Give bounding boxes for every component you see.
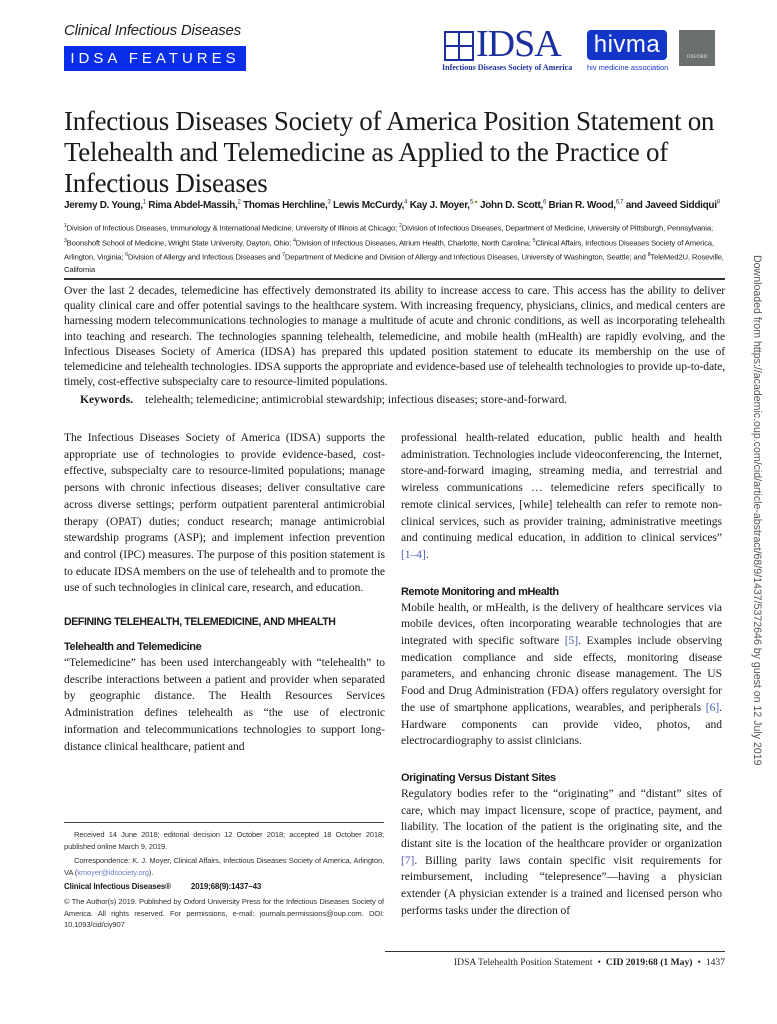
received-dates: Received 14 June 2018; editorial decision 12 October 2018; accepted 18 October 2018; published online March 9, 2019.	[64, 830, 384, 851]
journal-name: Clinical Infectious Diseases	[64, 22, 241, 39]
citation-line: Clinical Infectious Diseases® 2019;68(9):1437–43	[64, 882, 262, 892]
body-paragraph: Regulatory bodies refer to the “originating” and “distant” sites of care, which may impact licensure, scope of practice, payment, and liability. The location of the patient is the originating site, and the distant site is the location of the healthcare provider or organization [7]. Billing parity laws contain specific visit requirements for reimbursement, including “telepresence”—having a physician extender (A physician extender is a trained and licensed person who performs tasks under the direction of	[401, 786, 722, 917]
citation-link[interactable]: [5]	[564, 634, 579, 648]
author-list	[64, 200, 724, 211]
oxford-logo[interactable]	[679, 30, 715, 66]
keywords	[80, 392, 720, 407]
idsa-logo-subtitle: Infectious Diseases Society of America	[442, 63, 573, 72]
author[interactable]: Brian R. Wood,$^{6,7}$	[548, 200, 624, 212]
footnotes	[64, 829, 384, 934]
author[interactable]: John D. Scott,$^6$	[479, 200, 547, 212]
idsa-emblem-icon	[444, 31, 474, 61]
author[interactable]: Jeremy D. Young,$^1$	[64, 200, 146, 212]
affiliations: $^1$Division of Infectious Diseases, Immunology & International Medicine, University of Illinois at Chicago; $^2$Division of Infectious Diseases, Department of Medicine, University of Pittsburgh, Pennsylvania; $^3$Boonshoft School of Medicine, Wright State University, Dayton, Ohio; $^4$Division of Infectious Diseases, Atrium Health, Charlotte, North Carolina; $^5$Clinical Affairs, Infectious Diseases Society of America, Arlington, Virginia; $^6$Division of Allergy and Infectious Diseases and $^7$Department of Medicine and Division of Allergy and Infectious Diseases, University of Washington, Seattle; and $^8$TeleMed2U, Roseville, California	[64, 223, 724, 274]
running-footer	[380, 957, 725, 968]
section-heading: DEFINING TELEHEALTH, TELEMEDICINE, AND MHEALTH	[64, 616, 336, 629]
author[interactable]: Kay J. Moyer,$^{5,●}$	[409, 200, 478, 212]
subsection-heading: Telehealth and Telemedicine	[64, 641, 202, 654]
footer-short-title: IDSA Telehealth Position Statement	[453, 957, 593, 968]
oxford-logo-word: OXFORD	[686, 55, 708, 60]
download-notice	[749, 255, 763, 815]
citation-link[interactable]: [6]	[705, 700, 720, 714]
hivma-logo-word: hivma	[587, 30, 667, 60]
footer-journal-issue: CID 2019:68 (1 May)	[605, 957, 693, 968]
body-paragraph: Mobile health, or mHealth, is the delivery of healthcare services via mobile devices, often incorporating wearable technologies that are integrated with specific software [5]. Examples include observing medication compliance and side effects, monitoring disease parameters, and enhancing chronic disease management. The US Food and Drug Administration (FDA) offers regulatory oversight for the use of smartphone applications, wearables, and peripherals [6]. Hardware components can provide video, photos, and electrocardiography to assist clinicians.	[401, 600, 722, 748]
body-paragraph: professional health-related education, public health and health administration. Technologies include videoconferencing, the Internet, store-and-forward imaging, streaming media, and terrestrial and wireless communications … telemedicine refers specifically to remote clinical services, [while] telehealth can refer to remote non-clinical services, such as provider training, administrative meetings and continuing medical education, in addition to clinical services” [1–4].	[401, 431, 722, 561]
correspondence: Correspondence: K. J. Moyer, Clinical Affairs, Infectious Diseases Society of America, Arlington, VA (kmoyer@idsociety.org).	[64, 856, 384, 877]
author[interactable]: Rima Abdel-Massih,$^2$	[148, 200, 241, 212]
footnote-divider	[64, 822, 384, 823]
citation-link[interactable]: [1–4]	[401, 547, 426, 561]
right-column	[401, 430, 722, 920]
author[interactable]: and Javeed Siddiqui$^8$	[625, 200, 720, 212]
hivma-logo-subtitle: hiv medicine association	[587, 63, 669, 72]
page-number: 1437	[705, 957, 725, 968]
keywords-list: telehealth; telemedicine; antimicrobial stewardship; infectious diseases; store-and-forward.	[145, 393, 568, 406]
subsection-heading: Originating Versus Distant Sites	[401, 771, 556, 784]
correspondence-email-link[interactable]: kmoyer@idsociety.org	[77, 867, 149, 877]
download-notice-text: Downloaded from https://academic.oup.com/cid/article-abstract/68/9/1437/5372646 by guest on 12 July 2019	[751, 255, 763, 766]
abstract-divider	[64, 278, 725, 280]
footer-separator: •	[597, 957, 601, 968]
author[interactable]: Lewis McCurdy,$^4$	[332, 200, 408, 212]
author[interactable]: Thomas Herchline,$^3$	[243, 200, 331, 212]
footer-divider	[385, 951, 725, 952]
idsa-logo[interactable]	[440, 23, 592, 74]
left-column	[64, 430, 385, 755]
section-banner: IDSA FEATURES	[64, 46, 246, 71]
idsa-logo-word: IDSA	[476, 23, 561, 65]
subsection-heading: Remote Monitoring and mHealth	[401, 585, 559, 598]
abstract: Over the last 2 decades, telemedicine has effectively demonstrated its ability to increase access to care. This access has the ability to deliver quality clinical care and offer potential savings to the healthcare system. With increasing frequency, physicians, clinics, and medical centers are harnessing modern telecommunications technologies to manage a multitude of acute and chronic conditions, as well as incorporating telehealth into teaching and research. The technologies spanning telehealth, telemedicine, and mobile health (mHealth) are rapidly evolving, and the Infectious Diseases Society of America (IDSA) has prepared this updated position statement to educate its membership on the use of telemedicine and telehealth technologies. IDSA supports the appropriate and evidence-based use of telehealth technologies to provide up-to-date, timely, cost-effective subspecialty care to resource-limited populations.	[64, 284, 725, 389]
copyright: © The Author(s) 2019. Published by Oxford University Press for the Infectious Diseases Society of America. All rights reserved. For permissions, e-mail: journals.permissions@oup.com. DOI: 10.1093/cid/ciy907	[64, 896, 384, 930]
body-paragraph: “Telemedicine” has been used interchangeably with “telehealth” to describe interactions between a patient and provider when separated by geographic distance. The Health Resources Services Administration defines telehealth as “the use of electronic information and telecommunications technologies to support long-distance clinical healthcare, patient and	[64, 656, 385, 753]
footer-separator: •	[697, 957, 701, 968]
hivma-logo[interactable]	[587, 30, 667, 74]
citation-link[interactable]: [7]	[401, 853, 415, 867]
article-title: Infectious Diseases Society of America Position Statement on Telehealth and Telemedicine as Applied to the Practice of Infectious Diseases	[64, 106, 715, 198]
orcid-icon[interactable]: ●	[474, 200, 478, 206]
keywords-label: Keywords.	[80, 393, 134, 406]
intro-paragraph: The Infectious Diseases Society of America (IDSA) supports the appropriate use of technologies to provide evidence-based, cost-effective, subspecialty care to resource-limited populations; manage persons with chronic infectious diseases; deliver consultative care across diverse settings; perform outpatient parenteral antimicrobial therapy (OPAT) duties; conduct research; manage antimicrobial stewardship programs (ASP); and implement infection prevention and control (IPC) measures. The purpose of this position statement is to educate IDSA members on the use of telehealth and to promote the use of such technologies in clinical care, research, and education.	[64, 431, 385, 595]
